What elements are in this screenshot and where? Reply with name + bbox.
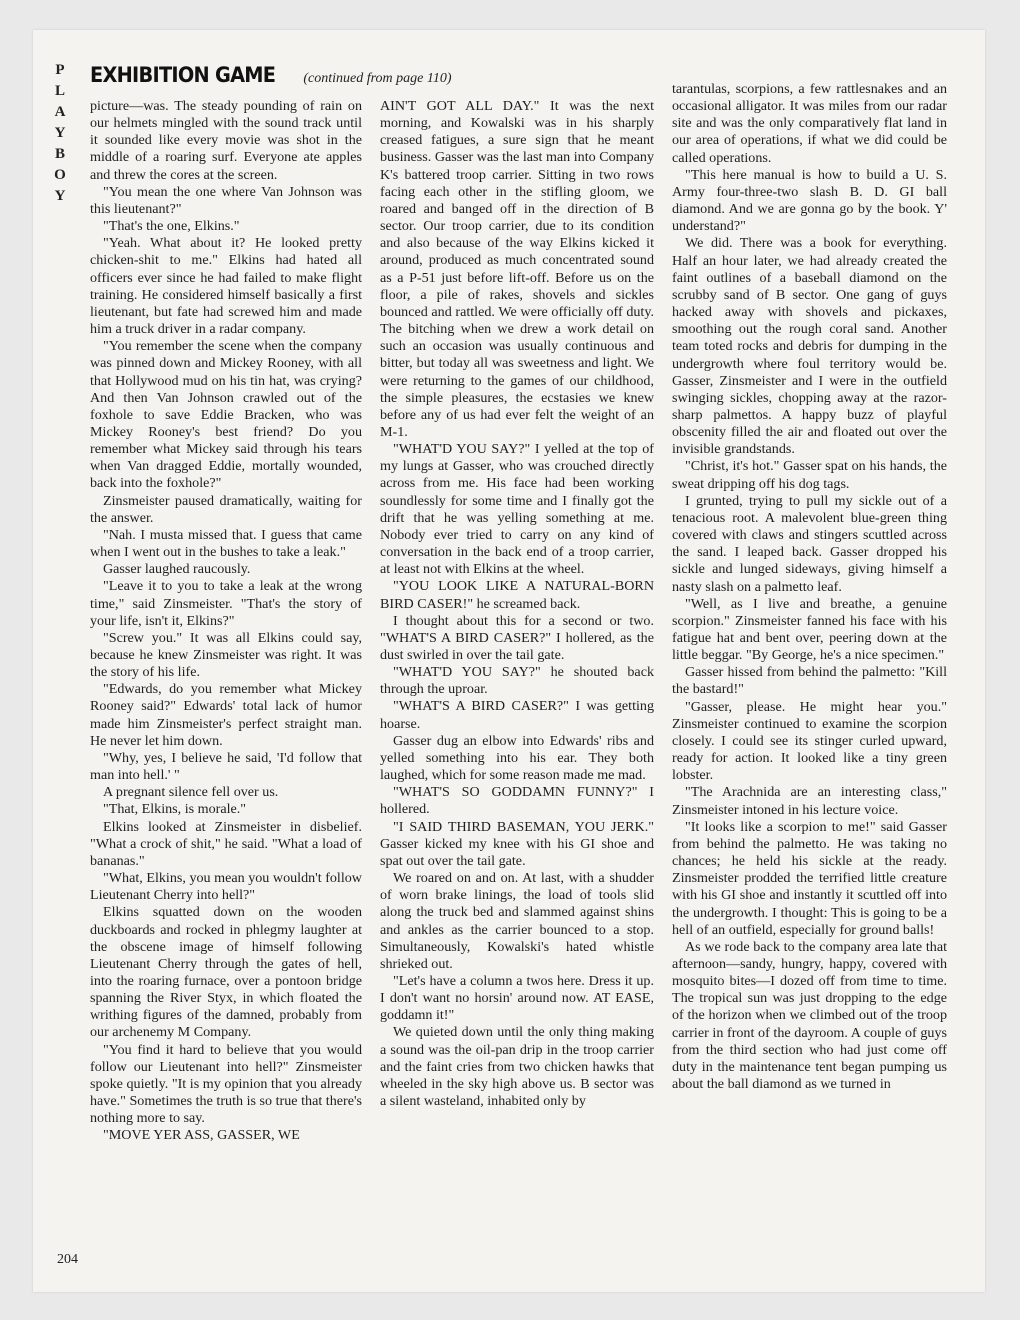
paragraph: Zinsmeister paused dramatically, waiting for the answer. — [90, 492, 362, 526]
paragraph: Gasser dug an elbow into Edwards' ribs and yelled something into his ear. They both laughed, which for some reason made me mad. — [380, 732, 654, 784]
brand-letter: O — [54, 167, 66, 183]
article-title: EXHIBITION GAME — [90, 63, 276, 87]
paragraph: "Well, as I live and breathe, a genuine scorpion." Zinsmeister fanned his face with his fatigue hat and bent over, peering down at the little beggar. "By George, he's a nice specimen." — [672, 595, 947, 664]
page-number: 204 — [57, 1252, 78, 1267]
paragraph: I thought about this for a second or two. "WHAT'S A BIRD CASER?" I hollered, as the dust swirled in over the tail gate. — [380, 612, 654, 663]
paragraph: "You mean the one where Van Johnson was this lieutenant?" — [90, 183, 362, 217]
paragraph: "WHAT'D YOU SAY?" I yelled at the top of my lungs at Gasser, who was crouched directly across from me. His face had been working soundlessly for some time and I finally got the drift that he was yelling something at me. Nobody ever tried to carry on any kind of conversation in the back end of a troop carrier, at least not with Elkins at the wheel. — [380, 441, 654, 578]
text-column-1 — [90, 98, 362, 1145]
paragraph: AIN'T GOT ALL DAY." It was the next morning, and Kowalski was in his sharply creased fatigues, a sure sign that he meant business. Gasser was the last man into Company K's battered troop carrier. Sitting in two rows facing each other in the stifling gloom, we roared and banged off in the direction of B sector. Our troop carrier, due to its condition and also because of the way Elkins kicked it around, produced as much concentrated sound as a P-51 just before lift-off. Before us on the floor, a pile of rakes, shovels and sickles bounced and rattled. We were officially off duty. The bitching when we drew a work detail on such an occasion was usually continuous and bitter, but today all was sweetness and light. We were returning to the games of our childhood, the simple pleasures, the ecstasies we knew before any of us had ever felt the weight of an M-1. — [380, 98, 655, 440]
paragraph: "WHAT'D YOU SAY?" he shouted back through the uproar. — [380, 664, 654, 698]
paragraph: "Screw you." It was all Elkins could say, because he knew Zinsmeister was right. It was the story of his life. — [90, 629, 362, 681]
paragraph: Gasser laughed raucously. — [103, 561, 251, 578]
paragraph: "Nah. I musta missed that. I guess that came when I went out in the bushes to take a leak." — [90, 526, 362, 561]
brand-letter: A — [54, 104, 66, 120]
paragraph: "You find it hard to believe that you would follow our Lieutenant into hell?" Zinsmeister spoke quietly. "It is my opinion that you already have." Sometimes the truth is so true that there's nothing more to say. — [90, 1041, 362, 1127]
paragraph: "The Arachnida are an interesting class," Zinsmeister intoned in his lecture voice. — [672, 784, 947, 818]
paragraph: "That, Elkins, is morale." — [103, 801, 247, 818]
magazine-page — [33, 30, 985, 1292]
paragraph: As we rode back to the company area late that afternoon—sandy, hungry, happy, covered with mosquito bites—I dozed off from time to time. The tropical sun was just dropping to the edge of the horizon when we climbed out of the troop carrier in front of the dayroom. A couple of guys from the third section who had just come off duty in the maintenance tent began pumping us about the ball diamond as we turned in — [672, 938, 947, 1093]
paragraph: tarantulas, scorpions, a few rattlesnakes and an occasional alligator. It was miles from our radar site and was the only comparatively flat land in our area of operations, if what we did could be called operations. — [672, 81, 947, 166]
brand-letter: L — [54, 83, 65, 99]
paragraph: "Christ, it's hot." Gasser spat on his hands, the sweat dripping off his dog tags. — [672, 458, 947, 492]
paragraph: picture—was. The steady pounding of rain on our helmets mingled with the sound track until it sounded like every movie was shot in the middle of a roaring surf. Everyone ate apples and threw the cores at the screen. — [90, 98, 362, 183]
brand-letter: P — [55, 62, 65, 78]
paragraph: "It looks like a scorpion to me!" said Gasser from behind the palmetto. He was taking no chances; he held his sickle at the ready. Zinsmeister prodded the terrified little creature with his GI shoe and instantly it scuttled off into the undergrowth. I thought: This is going to be a hell of an outfield, especially for ground balls! — [672, 818, 947, 938]
paragraph: Gasser hissed from behind the palmetto: "Kill the bastard!" — [672, 664, 947, 698]
magazine-name-vertical — [49, 60, 71, 207]
paragraph: "You remember the scene when the company was pinned down and Mickey Rooney, with all that Hollywood mud on his tin hat, was crying? And then Van Johnson crawled out of the foxhole to save Eddie Bracken, who was Mickey Rooney's best friend? Do you remember what Mickey said through his tears when Van dragged Eddie, mortally wounded, back into the foxhole?" — [90, 338, 362, 492]
paragraph: "Leave it to you to take a leak at the wrong time," said Zinsmeister. "That's the story of your life, isn't it, Elkins?" — [90, 578, 362, 629]
paragraph: A pregnant silence fell over us. — [103, 784, 279, 801]
paragraph: We did. There was a book for everything. Half an hour later, we had already created the faint outlines of a baseball diamond on the scrubby sand of B sector. One gang of guys hacked away with shovels and pickaxes, smoothing out the rough coral sand. Another team toted rocks and debris for dumping in the undergrowth where foul territory would be. Gasser, Zinsmeister and I were in the outfield swinging sickles, chopping away at the razor-sharp palmettos. A happy buzz of playful obscenity filled the air and floated out over the invisible grandstands. — [672, 235, 947, 458]
brand-letter: Y — [54, 188, 66, 204]
paragraph: "I SAID THIRD BASEMAN, YOU JERK." Gasser kicked my knee with his GI shoe and spat out over the tail gate. — [380, 818, 654, 869]
paragraph: "That's the one, Elkins." — [103, 218, 240, 235]
paragraph: We quieted down until the only thing making a sound was the oil-pan drip in the troop carrier and the faint cries from two chicken hawks that wheeled in the sky high above us. B sector was a silent wasteland, inhabited only by — [380, 1024, 654, 1110]
paragraph: "This here manual is how to build a U. S. Army four-three-two slash B. D. GI ball diamond. And we are gonna go by the book. Y' understand?" — [672, 166, 947, 235]
paragraph: "What, Elkins, you mean you wouldn't follow Lieutenant Cherry into hell?" — [90, 870, 362, 904]
paragraph: "YOU LOOK LIKE A NATURAL-BORN BIRD CASER!" he screamed back. — [380, 578, 654, 612]
brand-letter: Y — [54, 125, 66, 141]
text-column-3 — [672, 81, 947, 1093]
paragraph: "WHAT'S SO GODDAMN FUNNY?" I hollered. — [380, 784, 654, 818]
continued-note: (continued from page 110) — [303, 71, 452, 86]
paragraph: "WHAT'S A BIRD CASER?" I was getting hoarse. — [380, 698, 654, 732]
brand-letter: B — [54, 146, 65, 162]
article-header — [90, 63, 452, 87]
paragraph: "MOVE YER ASS, GASSER, WE — [103, 1127, 300, 1144]
paragraph: We roared on and on. At last, with a shudder of worn brake linings, the load of tools slid along the truck bed and slammed against shins and ankles as the carrier bounced to a stop. Simultaneously, Kowalski's hated whistle shrieked out. — [380, 870, 654, 972]
paragraph: "Yeah. What about it? He looked pretty chicken-shit to me." Elkins had hated all officers ever since he had failed to make flight training. He considered himself basically a first lieutenant, but fate had screwed him and made him a truck driver in a radar company. — [90, 235, 362, 338]
paragraph: Elkins looked at Zinsmeister in disbelief. "What a crock of shit," he said. "What a load of bananas." — [90, 818, 362, 869]
paragraph: "Edwards, do you remember what Mickey Rooney said?" Edwards' total lack of humor made him Zinsmeister's perfect straight man. He never let him down. — [90, 681, 362, 749]
paragraph: "Why, yes, I believe he said, 'I'd follow that man into hell.' " — [90, 749, 362, 784]
paragraph: Elkins squatted down on the wooden duckboards and rocked in phlegmy laughter at the obscene image of himself following Lieutenant Cherry through the gates of hell, into the roaring furnace, over a pontoon bridge spanning the River Styx, in which floated the writhing figures of the damned, probably from our archenemy M Company. — [90, 904, 362, 1041]
paragraph: "Gasser, please. He might hear you." Zinsmeister continued to examine the scorpion closely. I could see its stinger curled upward, ready for action. It looked like a tiny green lobster. — [672, 698, 947, 784]
paragraph: "Let's have a column a twos here. Dress it up. I don't want no horsin' around now. AT EASE, goddamn it!" — [380, 972, 654, 1024]
text-column-2 — [380, 98, 654, 1110]
paragraph: I grunted, trying to pull my sickle out of a tenacious root. A malevolent blue-green thing covered with claws and stingers scuttled across the sand. I leaped back. Gasser dropped his sickle and lunged sideways, giving himself a nasty slash on a palmetto leaf. — [672, 492, 947, 595]
